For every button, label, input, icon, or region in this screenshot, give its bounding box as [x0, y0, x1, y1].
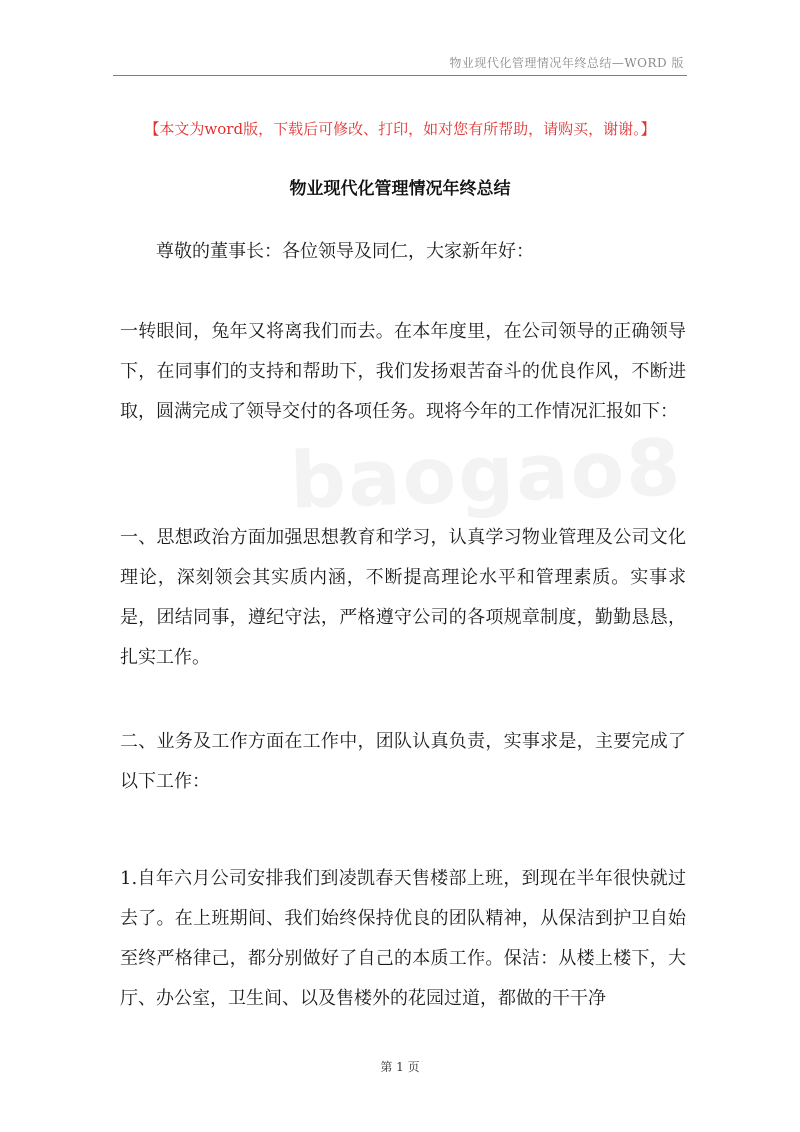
- body-paragraph-business: 二、业务及工作方面在工作中，团队认真负责，实事求是，主要完成了以下工作：: [120, 731, 686, 792]
- body-paragraph-political: 一、思想政治方面加强思想教育和学习，认真学习物业管理及公司文化理论，深刻领会其实质内涵，不断提高理论水平和管理素质。实事求是，团结同事，遵纪守法，严格遵守公司的各项规章制度，勤勤恳恳，扎实工作。: [120, 527, 686, 668]
- greeting-paragraph: 尊敬的董事长：各位领导及同仁，大家新年好：: [156, 241, 534, 262]
- purchase-notice: 【本文为word版，下载后可修改、打印，如对您有所帮助，请购买，谢谢。】: [144, 120, 656, 138]
- body-paragraph-intro: 一转眼间，兔年又将离我们而去。在本年度里，在公司领导的正确领导下，在同事们的支持和帮助下，我们发扬艰苦奋斗的优良作风，不断进取，圆满完成了领导交付的各项任务。现将今年的工作情况汇报如下：: [120, 321, 686, 422]
- body-paragraph-item-1: 1.自年六月公司安排我们到凌凯春天售楼部上班，到现在半年很快就过去了。在上班期间、我们始终保持优良的团队精神，从保洁到护卫自始至终严格律己，都分别做好了自己的本质工作。保洁：从楼上楼下，大厅、办公室，卫生间、以及售楼外的花园过道，都做的干干净: [120, 868, 686, 1009]
- page-number: 第 1 页: [380, 1060, 420, 1074]
- document-title: 物业现代化管理情况年终总结: [289, 179, 511, 199]
- header-divider: [113, 75, 687, 76]
- running-header: 物业现代化管理情况年终总结—WORD 版: [449, 56, 684, 70]
- watermark-logo: baogao8: [288, 423, 684, 527]
